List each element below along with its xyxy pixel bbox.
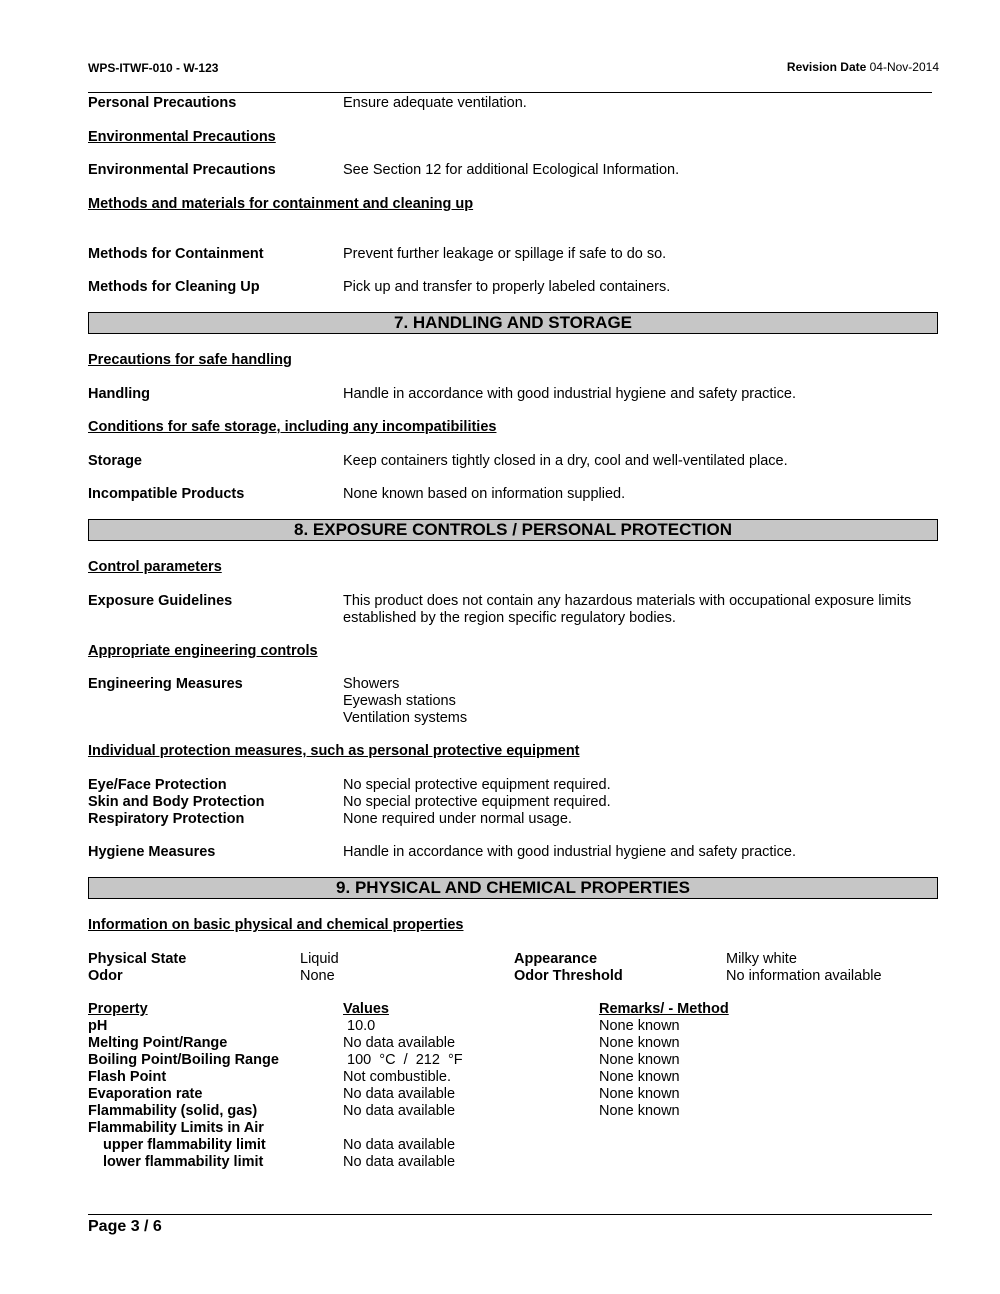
property-value: No data available <box>343 1035 456 1051</box>
appearance-label: Appearance <box>514 951 598 967</box>
property-name: Boiling Point/Boiling Range <box>88 1052 279 1068</box>
revision-date-label: Revision Date <box>786 60 867 74</box>
property-remark: None known <box>599 1035 680 1051</box>
environmental-precautions-value: See Section 12 for additional Ecological Information. <box>343 162 680 178</box>
methods-cleaning-value: Pick up and transfer to properly labeled containers. <box>343 279 671 295</box>
methods-cleaning-label: Methods for Cleaning Up <box>88 279 260 295</box>
odor-threshold-value: No information available <box>726 968 882 984</box>
footer-rule <box>88 1214 932 1215</box>
safe-handling-heading: Precautions for safe handling <box>88 352 292 368</box>
appearance-value: Milky white <box>726 951 797 967</box>
skin-body-protection-label: Skin and Body Protection <box>88 794 265 810</box>
personal-precautions-label: Personal Precautions <box>88 95 237 111</box>
property-value: 100 °C / 212 °F <box>343 1052 463 1068</box>
environmental-precautions-heading: Environmental Precautions <box>88 129 276 145</box>
property-name: Evaporation rate <box>88 1086 203 1102</box>
engineering-measure-item: Eyewash stations <box>343 693 456 709</box>
safe-storage-heading: Conditions for safe storage, including any incompatibilities <box>88 419 497 435</box>
respiratory-protection-label: Respiratory Protection <box>88 811 245 827</box>
respiratory-protection-value: None required under normal usage. <box>343 811 572 827</box>
engineering-controls-heading: Appropriate engineering controls <box>88 643 318 659</box>
property-remark: None known <box>599 1103 680 1119</box>
methods-containment-value: Prevent further leakage or spillage if safe to do so. <box>343 246 667 262</box>
eye-face-protection-value: No special protective equipment required. <box>343 777 611 793</box>
physical-state-label: Physical State <box>88 951 187 967</box>
engineering-measure-item: Showers <box>343 676 400 692</box>
odor-value: None <box>300 968 335 984</box>
basic-properties-heading: Information on basic physical and chemical properties <box>88 917 464 933</box>
property-value: No data available <box>343 1137 456 1153</box>
property-remark: None known <box>599 1086 680 1102</box>
engineering-measures-label: Engineering Measures <box>88 676 243 692</box>
section-7-title: 7. HANDLING AND STORAGE <box>88 312 938 334</box>
hygiene-measures-label: Hygiene Measures <box>88 844 216 860</box>
physical-state-value: Liquid <box>300 951 339 967</box>
engineering-measure-item: Ventilation systems <box>343 710 468 726</box>
hygiene-measures-value: Handle in accordance with good industrial hygiene and safety practice. <box>343 844 796 860</box>
property-remark: None known <box>599 1052 680 1068</box>
storage-label: Storage <box>88 453 142 469</box>
section-9-title: 9. PHYSICAL AND CHEMICAL PROPERTIES <box>88 877 938 899</box>
section-8-title: 8. EXPOSURE CONTROLS / PERSONAL PROTECTION <box>88 519 938 541</box>
property-name: Flammability (solid, gas) <box>88 1103 258 1119</box>
property-value: Not combustible. <box>343 1069 451 1085</box>
page-number: Page 3 / 6 <box>88 1218 162 1235</box>
odor-label: Odor <box>88 968 123 984</box>
property-name: lower flammability limit <box>103 1154 264 1170</box>
eye-face-protection-label: Eye/Face Protection <box>88 777 227 793</box>
remarks-column-header: Remarks/ - Method <box>599 1001 729 1017</box>
property-value: No data available <box>343 1086 456 1102</box>
incompatible-products-label: Incompatible Products <box>88 486 245 502</box>
exposure-guidelines-label: Exposure Guidelines <box>88 593 233 609</box>
property-remark: None known <box>599 1069 680 1085</box>
property-value: No data available <box>343 1154 456 1170</box>
ppe-heading: Individual protection measures, such as personal protective equipment <box>88 743 580 759</box>
handling-value: Handle in accordance with good industrial hygiene and safety practice. <box>343 386 796 402</box>
storage-value: Keep containers tightly closed in a dry, cool and well-ventilated place. <box>343 453 788 469</box>
property-value: 10.0 <box>343 1018 376 1034</box>
property-column-header: Property <box>88 1001 148 1017</box>
incompatible-products-value: None known based on information supplied. <box>343 486 626 502</box>
environmental-precautions-label: Environmental Precautions <box>88 162 276 178</box>
property-name: pH <box>88 1018 108 1034</box>
property-name: Flammability Limits in Air <box>88 1120 264 1136</box>
odor-threshold-label: Odor Threshold <box>514 968 623 984</box>
exposure-guidelines-line-2: established by the region specific regulatory bodies. <box>343 610 676 626</box>
property-remark: None known <box>599 1018 680 1034</box>
property-name: Flash Point <box>88 1069 167 1085</box>
property-value: No data available <box>343 1103 456 1119</box>
property-name: upper flammability limit <box>103 1137 266 1153</box>
methods-materials-heading: Methods and materials for containment and cleaning up <box>88 196 474 212</box>
document-id: WPS-ITWF-010 - W-123 <box>88 61 219 75</box>
exposure-guidelines-line-1: This product does not contain any hazardous materials with occupational exposure limits <box>343 593 912 609</box>
personal-precautions-value: Ensure adequate ventilation. <box>343 95 527 111</box>
revision-date-block <box>787 60 939 74</box>
header-rule <box>88 92 932 93</box>
skin-body-protection-value: No special protective equipment required. <box>343 794 611 810</box>
property-name: Melting Point/Range <box>88 1035 228 1051</box>
handling-label: Handling <box>88 386 151 402</box>
revision-date-value: 04-Nov-2014 <box>869 60 939 74</box>
methods-containment-label: Methods for Containment <box>88 246 264 262</box>
values-column-header: Values <box>343 1001 389 1017</box>
control-parameters-heading: Control parameters <box>88 559 222 575</box>
